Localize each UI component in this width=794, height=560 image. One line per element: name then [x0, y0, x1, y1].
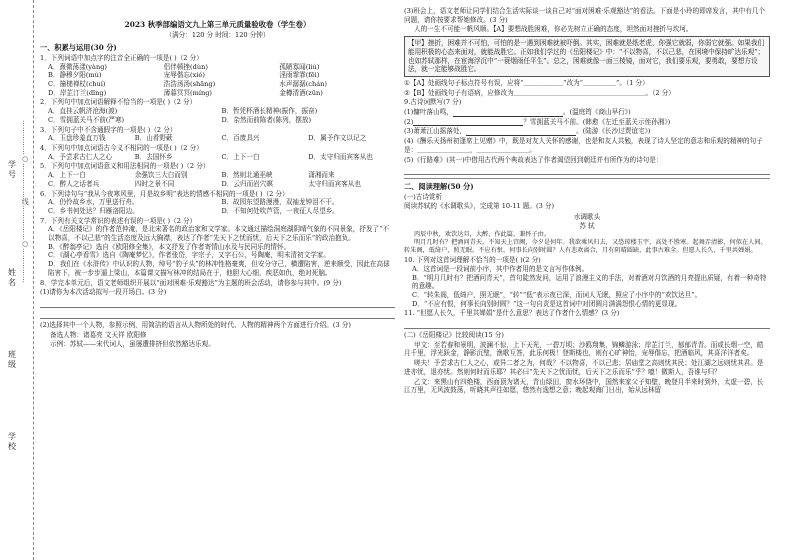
question-1-options	[40, 63, 395, 98]
option: A．这首词是一段词前小序，其中作者用的是文言写作体例。	[412, 264, 589, 273]
option: D．云归而岩穴暝	[221, 179, 273, 188]
recite-4: (4)《酬乐天扬州初逢席上见赠》中，既是对友人关怀的感谢，也是和友人共勉，表现了诗人坚定的意志和乐观的精神的句子是：＿＿＿＿＿＿＿＿，＿＿＿＿＿＿＿＿。	[404, 137, 763, 154]
question-8-2: (2)选择其中一个人物，参照示例，用简洁的语言从人物所处的时代、人物的精神两个方面进行介绍。(3 分)	[40, 320, 351, 329]
right-column	[404, 6, 770, 554]
section-heading: 一、积累与运用(30 分)	[40, 43, 117, 53]
answer-line[interactable]	[40, 310, 395, 319]
question-8-1: (1)请你为本次活动拟写一段开场白。(3 分)	[40, 288, 167, 297]
option: C．雪拥蓝关马不前(严寒)	[48, 115, 125, 124]
student-id-label: 学号	[7, 160, 17, 180]
question-2: 2．下列句中加点词语解释不恰当的一项是( )（2 分）	[40, 98, 197, 107]
question-5: 5．下列句中加点词语意义和用法相同的一项是( )（2 分）	[40, 162, 210, 171]
question-2-options	[40, 107, 395, 124]
option: 余强饮三大白而别	[134, 171, 188, 180]
example-answer: 示例：苏轼——宋代词人，虽屡遭排挤但依然豁达乐观。	[50, 340, 215, 349]
candidate-list: 备选人物：诸葛亮 文天祥 欧阳修	[50, 330, 147, 339]
option: A．上下一白	[48, 171, 86, 180]
option: B．去国怀乡	[134, 152, 173, 161]
question-10-options	[404, 265, 770, 309]
answer-line[interactable]	[40, 299, 395, 308]
option: 侣伴顿挫(dùn)	[163, 62, 208, 71]
option: B．静穆夕阳(mù)	[48, 71, 102, 80]
recite-2	[404, 118, 770, 127]
poem-title: 水调歌头	[573, 213, 601, 222]
reading-2-heading: (二)《岳阳楼记》比较阅读(15 分)	[404, 331, 504, 340]
passage-yi: 乙文：来黑山有四绝楼，西面顶为诸天，青山绿田，窗水环绕中，国然来家父子知壁，晚登月半来时到外，太虚一碧，长江万里，无风波鼓荡，听晓其声往如愿，悠然有逸想之意；晚起观海门日出，始从远林留	[404, 377, 764, 395]
option: D．不知何处吹芦管，一夜征人尽望乡。	[221, 206, 339, 215]
school-label: 学校	[7, 432, 17, 452]
option: C．醉人之话者兵	[48, 179, 100, 188]
reading-1-heading: (一)古诗赏析	[404, 192, 443, 201]
question-10: 10. 下列对这首词理解不恰当的一项是( )(2 分)	[404, 256, 541, 265]
question-6-options	[40, 198, 395, 215]
option: A．直挂云帆济沧海(渡)	[48, 107, 118, 116]
recite-source: 。(陆游《长沙过贾谊宅》)	[576, 127, 651, 136]
option: 浩浩汤汤(shāng)	[163, 80, 216, 89]
passage-jia-2: 嗟夫！予尝求古仁人之心，或异二者之为，何哉？不以物喜，不以己悲；居庙堂之高则忧其民；处江湖之远则忧其君。是进亦忧，退亦忧。然则何时而乐耶？其必曰“先天下之忧而忧，后天下之乐而乐”乎？噫！微斯人，吾谁与归？	[404, 359, 764, 376]
option: A．予尝求古仁人之心	[48, 152, 113, 161]
blank[interactable]	[453, 110, 563, 117]
option: D．岸芷汀兰(dīng)	[48, 88, 107, 97]
question-11: 11. “但愿人长久，千里共婵娟”是什么意思？表达了作者什么情感？(3 分)	[404, 309, 620, 318]
option: C．“转朱阁，低绮户，照无眠”，“转”“低”表示夜已深，而词人无眠，照应了小序中的“欢饮达旦”。	[412, 290, 702, 299]
speech-box: 【甲】挫折，困难并不可怕，可怕的是一遇到困难就被吓倒。其实，困难就是纸老虎，你强它就弱，你弱它就强。如果我们能用积极的心态来面对，就能战胜它。正如我们学过的《岳阳楼记》中：“不以物喜，不以己悲，在困境中保持旷达乐观”；也如苏轼那样，在宦海浮沉中“一蓑烟雨任平生”。总之，困难就像一面三棱镜，面对它，我们要乐观，要勇敢，要想方设法，就一定能够战胜它。	[404, 36, 770, 77]
poem-body: 明月几时有？把酒问青天。不知天上宫阙，今夕是何年。我欲乘风归去，又恐琼楼玉宇，高处不胜寒。起舞弄清影，何似在人间。 转朱阁，低绮户，照无眠。不应有恨，何事长向别时圆？人有悲欢离合，月有阴晴圆缺，此事古难全。但愿人长久，千里共婵娟。	[404, 238, 767, 254]
question-4: 4．下列句中加点词语古今义不相同的一项是( )（2 分）	[40, 144, 203, 152]
question-9: 9.古诗词默写(7 分)	[404, 98, 462, 107]
recite-source: 。(温庭筠《商山早行》)	[562, 108, 631, 117]
recite-1	[404, 108, 770, 117]
left-column	[40, 6, 395, 554]
recite-text: (2)	[404, 117, 414, 126]
option: 薄暮冥冥(míng)	[163, 88, 213, 97]
name-label: 姓名	[7, 268, 17, 288]
question-3: 3．下列句子中不含通假字的一项是( )（2 分）	[40, 125, 177, 134]
option: 潇湘而来	[308, 171, 335, 180]
option: A．《岳阳楼记》的作者范仲淹，是北宋著名的政治家和文学家。本文通过描绘洞庭湖阴晴气象的不同景象，抒发了“不以物喜，不以己悲”的生活态度及远大胸襟，表达了作者“先天下之忧而忧，后天下之乐而乐”的政治抱负。	[48, 225, 390, 243]
question-7: 7．下列有关文学常识的表述有误的一项是( )（2 分）	[40, 216, 197, 225]
recite-text: ？雪拥蓝关马不前。	[523, 117, 583, 126]
passage-jia: 甲文：至若春和景明，波澜不惊，上下天光，一碧万顷；沙鸥翔集，锦鳞游泳；岸芷汀兰，郁郁青青。而或长烟一空，皓月千里，浮光跃金，静影沉璧，渔歌互答，此乐何极！登斯楼也，则有心旷神怡，宠辱偕忘，把酒临风，其喜洋洋者矣。	[404, 340, 764, 358]
option: D．属予作文以记之	[308, 134, 367, 143]
option: C．上下一白	[221, 152, 260, 161]
option: D．“不应有恨，何事长向别时圆？”这一句自责是这首词中对团圆月满满怨恨心情的更显现。	[412, 299, 682, 308]
option: 水声潺潺(chán)	[279, 80, 327, 89]
option: C．撞槌禅杖(chuí)	[48, 80, 106, 89]
option: C．百废具兴	[221, 134, 260, 143]
option: B．然则北通巫峡	[221, 171, 273, 180]
recite-5: (5)《行路难》(其一)中借用古代两个典故表达了作者渴望回到朝廷并有所作为的诗句是：	[404, 155, 663, 164]
option: D．杂然而前陈者(陈列，摆放)	[221, 115, 312, 124]
question-3-options	[40, 134, 395, 143]
question-1: 1．下列词语中加点字的注音全正确的一项是( )（2 分）	[40, 53, 203, 62]
question-7-options	[40, 225, 395, 277]
option: A．仍怜故乡水，万里送行舟。	[48, 198, 139, 207]
option: C．《湖心亭看雪》选自《陶庵梦忆》，作者张岱，字宗子，又字石公，号陶庵，明末清初文学家。	[48, 251, 330, 260]
option: B．《醉翁亭记》选自《欧阳修全集》，本文抒发了作者寄情山水及与民同乐的情怀。	[48, 242, 291, 251]
option: 太守归而宾客从也	[308, 179, 361, 188]
answer-line[interactable]	[404, 320, 770, 329]
blank[interactable]	[466, 129, 576, 136]
divider	[404, 178, 770, 179]
option: 金樽清酒(zūn)	[279, 88, 323, 97]
option: D．我们在《水浒传》中认识的人物，绰号“豹子头”的林冲性格豪爽，但安分守己，横遭陷害，逆来顺受，因此在高俅陷害下，被一步步逼上梁山，本篇课文描写林冲的结局在于，他胆大心细，疾恶如仇，绝对死脑。	[48, 260, 390, 277]
option: 宠辱偕忘(xié)	[163, 71, 205, 80]
option: B．暂凭杯酒长精神(振作，振奋)	[221, 107, 318, 116]
recite-text: (3)萧萧江山摇落处，	[404, 127, 467, 136]
recite-3	[404, 127, 770, 136]
option: A．玉盘珍羞直万钱	[48, 134, 106, 143]
option: A．熹微荡漾(yàng)	[48, 62, 107, 71]
class-label: 班级	[7, 350, 17, 370]
option: D．太守归而宾客从也	[308, 152, 373, 161]
section-heading: 二、阅读理解(50 分)	[404, 182, 474, 192]
exam-meta: （满分：120 分 时间：120 分钟）	[165, 30, 270, 39]
poem-author: 苏 轼	[579, 221, 595, 230]
question-4-options	[40, 153, 395, 162]
binding-margin	[0, 0, 34, 560]
option: B．山肴野蔌	[134, 134, 173, 143]
question-8-3: (3)班会上，语文老师让同学们结合生活实际谈一谈自己对“面对困难·乐观豁达”的看法。下面是小玲的即席发言，其中有几个问题，请你按要求帮她修改。(3 分)	[404, 7, 766, 24]
option: 淫雨霏霏(fēi)	[279, 71, 320, 80]
speech-intro: 人的一生不可能一帆风顺。【A】要想战胜困难，你必先树立正确的态度，坦然面对挫折与坎坷。	[414, 25, 693, 34]
cut-line: ……………○……………线……………○……………	[21, 120, 30, 283]
option: B．故园东望路漫漫，双袖龙钟泪不干。	[221, 198, 339, 207]
recite-text: (1)慵叶落山鸣，	[404, 108, 453, 117]
page-title: 2023 秋季部编语文九上第三单元质量验收卷（学生卷）	[124, 20, 311, 29]
answer-line[interactable]	[404, 166, 770, 175]
option: 孤陋寡闻(liú)	[279, 62, 320, 71]
blank[interactable]	[413, 119, 523, 126]
question-8: 8．学完本单元后，语文老师组织开展以“面对困难·乐观豁达”为主题的班会活动，请你参与其中。(9 分)	[40, 278, 342, 287]
option: 四时之景不同	[134, 179, 175, 188]
question-8-3-a: ①【A】处画线句子标点符号有误，应将“＿＿＿＿＿＿”改为“＿＿＿＿＿”。（1 分）	[404, 78, 649, 87]
option: C．乡书何处达？归雁洛阳边。	[48, 206, 139, 215]
option: B．“明月几时有？把酒问青天”，首句陡然发问，运用了浪漫主义的手法，对着酒对月饮酒的月亮提出质疑，有着一种奇特的意趣。	[412, 273, 767, 291]
reading-1-intro: 阅读苏轼的《水调歌头》，完成第 10-11 题。(3 分)	[404, 202, 555, 211]
poem-preface: 丙辰中秋，欢饮达旦，大醉，作此篇，兼怀子由。	[414, 230, 551, 238]
question-5-options	[40, 171, 395, 188]
question-8-3-b: ②【B】处画线句子有语病，应修改为＿＿＿＿＿＿＿＿＿＿＿＿＿＿＿＿＿＿＿＿。（2 分）	[404, 88, 675, 97]
question-6: 6．下列诗句与“我从今夜寒风里，月是故乡明”表达的情感不相同的一项是( )（2 分）	[40, 189, 289, 198]
recite-source: (韩愈《左迁至蓝关示侄孙湘》)	[582, 117, 671, 126]
